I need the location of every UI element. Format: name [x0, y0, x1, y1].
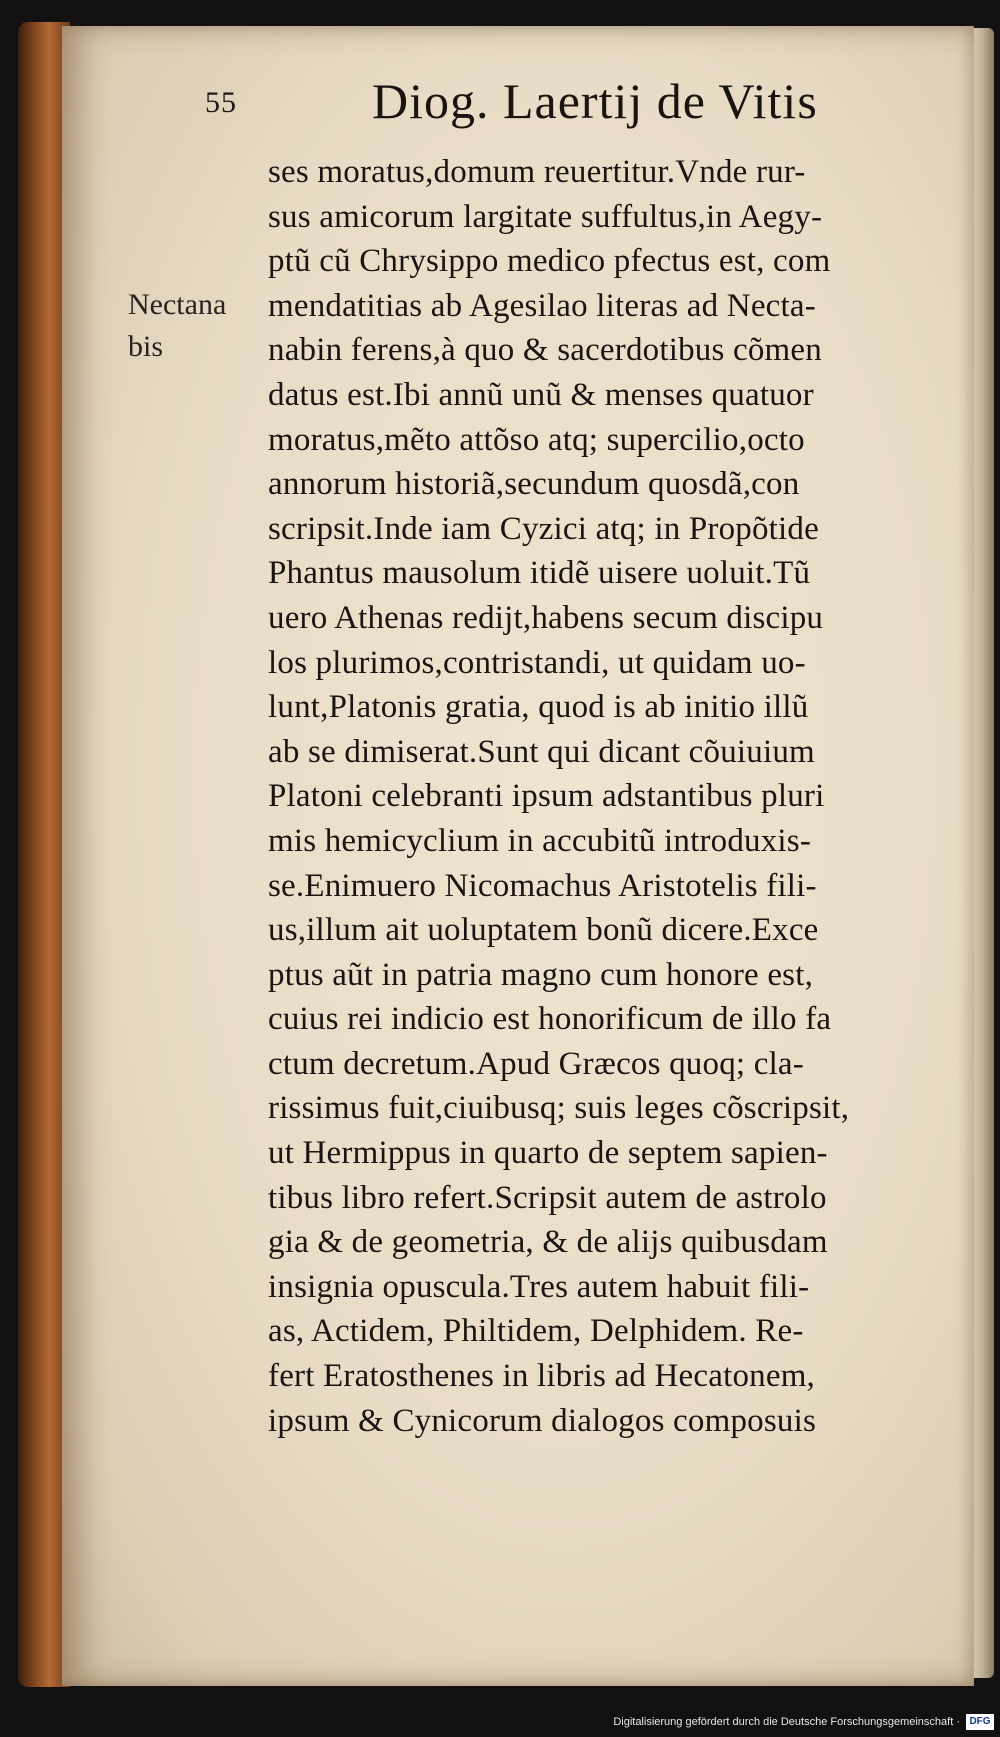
text-line: ab se dimiserat.Sunt qui dicant cõuiuium: [268, 733, 815, 770]
text-line: annorum historiã,secundum quosdã,con: [268, 466, 800, 503]
page-number: 55: [205, 86, 237, 119]
text-line: as, Actidem, Philtidem, Delphidem. Re-: [268, 1313, 804, 1350]
text-line: ipsum & Cynicorum dialogos composuis: [268, 1402, 817, 1439]
text-line: Phantus mausolum itidẽ uisere uoluit.Tũ: [268, 555, 811, 592]
text-line: ut Hermippus in quarto de septem sapien-: [268, 1135, 828, 1172]
text-line: los plurimos,contristandi, ut quidam uo-: [268, 644, 806, 681]
text-line: sus amicorum largitate suffultus,in Aegy-: [268, 198, 823, 235]
text-line: ptus aũt in patria magno cum honore est,: [268, 956, 814, 993]
text-line: ses moratus,domum reuertitur.Vnde rur-: [268, 154, 806, 190]
text-line: fert Eratosthenes in libris ad Hecatonem,: [268, 1358, 816, 1395]
text-line: gia & de geometria, & de alijs quibusdam: [268, 1224, 828, 1261]
text-line: uero Athenas rediјt,habens secum discipu: [268, 599, 824, 636]
text-line: nabin ferens,à quo & sacerdotibus cõmen: [268, 332, 822, 369]
text-line: scripsit.Inde iam Cyzici atq; in Propõtide: [268, 510, 819, 547]
margin-note: [128, 284, 226, 368]
text-line: se.Enimuero Nicomachus Aristotelis fili-: [268, 867, 817, 904]
text-line: insignia opuscula.Tres autem habuit fili-: [268, 1268, 810, 1305]
running-head: Diog. Laertij de Vitis: [372, 73, 818, 129]
text-line: mendatitias ab Agesilao literas ad Necta-: [268, 287, 816, 324]
dfg-logo: DFG: [966, 1714, 994, 1730]
text-line: datus est.Ibi annũ unũ & menses quatuor: [268, 376, 814, 413]
text-line: Platoni celebranti ipsum adstantibus pluri: [268, 778, 825, 815]
text-line: us,illum ait uoluptatem bonũ dicere.Exce: [268, 912, 819, 949]
text-line: mis hemicyclium in accubitũ introduxis-: [268, 822, 812, 859]
text-line: lunt,Platonis gratia, quod is ab initio illũ: [268, 689, 809, 726]
text-line: rissimus fuit,ciuibusq; suis leges cõscripsit,: [268, 1090, 850, 1127]
margin-note-line: Nectana: [128, 288, 227, 321]
text-line: ptũ cũ Chrysippo medico pfectus est, com: [268, 243, 831, 280]
text-line: cuius rei indicio est honorificum de illo fa: [268, 1001, 832, 1038]
digitization-credit: Digitalisierung gefördert durch die Deutsche Forschungsgemeinschaft ·: [613, 1716, 960, 1728]
text-line: moratus,mẽto attõso atq; supercilio,octo: [268, 421, 805, 458]
margin-note-line: bis: [128, 330, 164, 363]
text-line: ctum decretum.Apud Græcos quoq; cla-: [268, 1045, 804, 1082]
body-text: [268, 150, 978, 1443]
text-line: tibus libro refert.Scripsit autem de astrolo: [268, 1179, 827, 1216]
